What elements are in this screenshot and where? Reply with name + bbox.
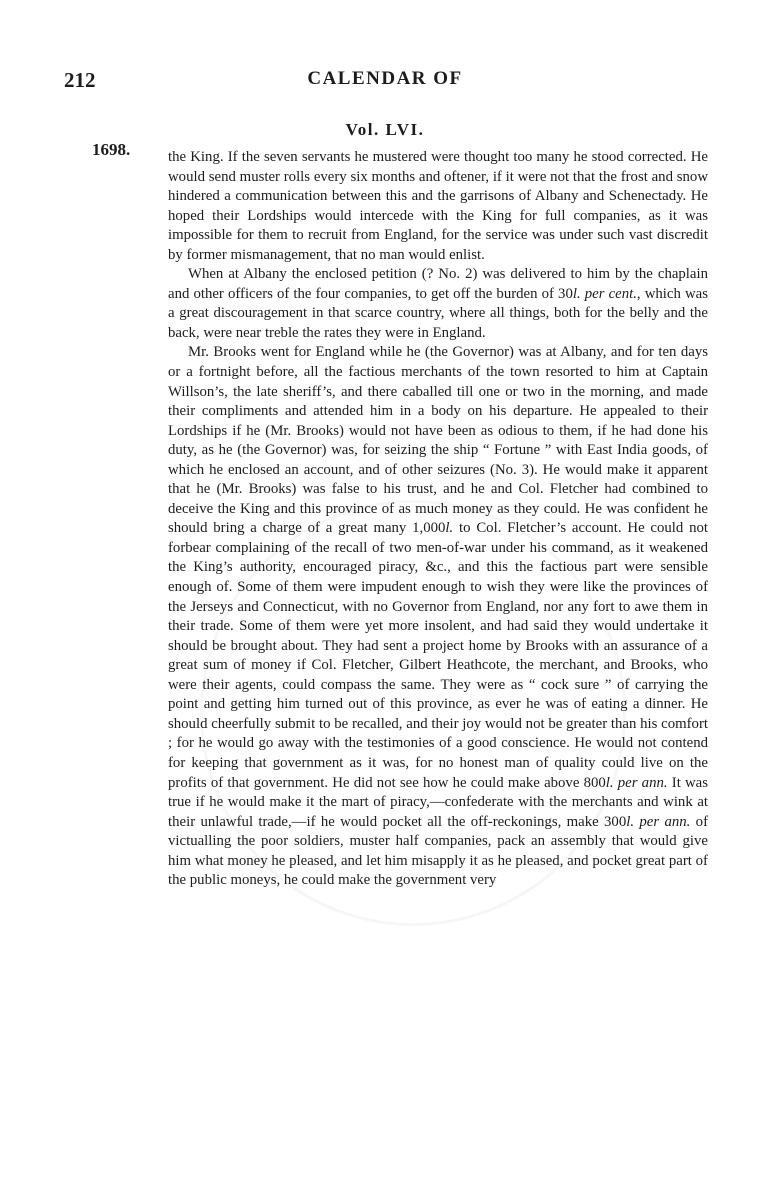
- body-text: [168, 148, 708, 891]
- text-run: When at Albany the enclosed petition (? No. 2) was delivered to him by the chaplain and other officers of the four companies, to get off the burden of 30: [168, 266, 708, 302]
- paragraph: [168, 148, 708, 265]
- text-run: It was true if he would make it the mart of piracy,—confederate with the merchants and wink at their unlawful trade,—if he would pocket all the off-reckonings, make 300: [168, 774, 709, 830]
- volume-heading: Vol. LVI.: [345, 120, 425, 139]
- italic-text: l. per ann.: [626, 813, 691, 830]
- running-title: CALENDAR OF: [307, 68, 463, 89]
- text-run: Mr. Brooks went for England while he (the Governor) was at Albany, and for ten days or a fortnight before, all the factious merchants of the town resorted to him at Captain Willson’s, the late sheriff’s, and there caballed till one or two in the morning, and made their compliments and attended him in a body on his departure. He appealed to their Lordships if he (Mr. Brooks) would not have been as odious to them, if he had done his duty, as he (the Governor) was, for seizing the ship “ Fortune ” with East India goods, of which he enclosed an account, and of other seizures (No. 3). He would make it apparent that he (Mr. Brooks) was false to his trust, and he and Col. Fletcher had combined to deceive the King and this province of as much money as they could. He was confident he should bring a charge of a great many 1,000: [168, 344, 708, 537]
- text-run: , which was a great discouragement in that scarce country, where all things, both for the belly and the back, were near treble the rates they were in England.: [168, 285, 708, 341]
- paragraph: [168, 265, 708, 343]
- paragraph: [168, 343, 708, 890]
- italic-text: l.: [445, 520, 454, 537]
- page-number: 212: [64, 68, 96, 92]
- year-margin-note: 1698.: [92, 140, 131, 159]
- italic-text: l. per cent.: [572, 285, 637, 302]
- text-run: of victualling the poor soldiers, muster half companies, pack an assembly that would give him what money he pleased, and let him misapply it as he pleased, and pocket great part of the public moneys, he could make the government very: [168, 813, 709, 889]
- italic-text: l. per ann.: [605, 774, 668, 791]
- text-run: to Col. Fletcher’s account. He could not forbear complaining of the recall of two men-of-war under his command, as it weakened the King’s authority, encouraged piracy, &c., and this the factious part were sensible enough of. Some of them were impudent enough to wish they were like the provinces of the Jerseys and Connecticut, with no Governor from England, nor any fort to awe them in their trade. Some of them were yet more insolent, and had said they would undertake it should be brought about. They had sent a project home by Brooks with an assurance of a great sum of money if Col. Fletcher, Gilbert Heathcote, the merchant, and Brooks, who were their agents, could compass the same. They were as “ cock sure ” of carrying the point and getting him turned out of this province, as ever he was of eating a dinner. He should cheerfully submit to be recalled, and their joy would not be greater than his comfort ; for he would go away with the testimonies of a good conscience. He would not contend for keeping that government as it was, for no honest man of quality could live on the profits of that government. He did not see how he could make above 800: [168, 520, 708, 791]
- text-run: the King. If the seven servants he mustered were thought too many he stood corrected. He would send muster rolls every six months and oftener, if it were not that the frost and snow hindered a communication between this and the garrisons of Albany and Schenectady. He hoped their Lordships would intercede with the King for full companies, as it was impossible for them to recruit from England, for the service was under such vast discredit by former mismanagement, that no man would enlist.: [168, 149, 708, 263]
